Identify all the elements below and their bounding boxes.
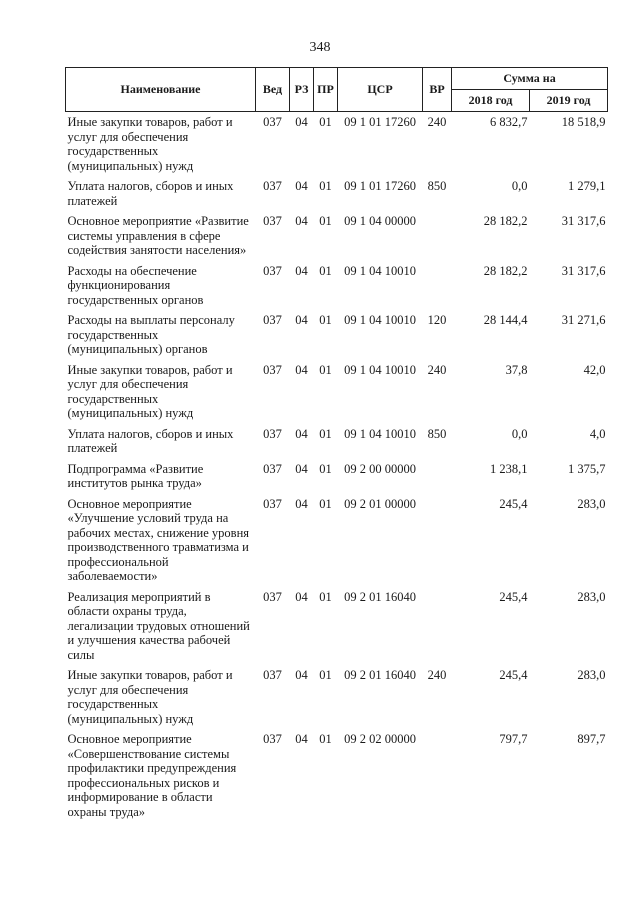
cell-rz: 04	[295, 179, 308, 193]
cell-csr: 09 1 04 10010	[344, 263, 416, 278]
cell-pr: 01	[319, 313, 332, 327]
cell-csr: 09 2 02 00000	[344, 732, 416, 746]
cell-name: Подпрограмма «Развитие институтов рынка труда»	[67, 461, 204, 490]
cell-2019: 897,7	[577, 732, 606, 746]
header-2019: 2019 год	[530, 90, 608, 112]
table-body	[66, 112, 608, 823]
cell-ved: 037	[263, 732, 282, 746]
cell-2019: 31 317,6	[561, 214, 606, 228]
cell-ved: 037	[263, 426, 282, 441]
header-ved: Вед	[256, 68, 290, 112]
cell-pr: 01	[319, 179, 332, 193]
cell-vr	[423, 729, 452, 822]
cell-pr: 01	[319, 115, 332, 129]
cell-2019: 4,0	[589, 426, 606, 441]
cell-vr: 120	[427, 313, 447, 327]
cell-name: Иные закупки товаров, работ и услуг для обеспечения государственных (муниципальных) нужд	[67, 115, 233, 173]
cell-2019: 18 518,9	[561, 115, 606, 129]
cell-rz: 04	[295, 214, 308, 228]
cell-2018: 0,0	[511, 426, 528, 441]
cell-2019: 31 317,6	[561, 263, 606, 278]
cell-rz: 04	[295, 263, 308, 278]
cell-2019: 283,0	[577, 668, 606, 682]
table-row	[66, 459, 608, 494]
cell-pr: 01	[319, 589, 332, 604]
cell-2018: 6 832,7	[490, 115, 528, 129]
cell-csr: 09 1 04 10010	[344, 313, 416, 327]
cell-vr	[423, 587, 452, 666]
header-sum: Сумма на	[452, 68, 608, 90]
table-row	[66, 176, 608, 211]
cell-pr: 01	[319, 362, 332, 377]
cell-2018: 0,0	[511, 179, 528, 193]
cell-rz: 04	[295, 426, 308, 441]
cell-vr	[423, 211, 452, 261]
header-name: Наименование	[66, 68, 256, 112]
cell-vr: 240	[427, 115, 447, 129]
cell-name: Основное мероприятие «Совершенствование системы профилактики предупреждения профессиональных рисков и информирование в области охраны труда»	[67, 732, 237, 819]
cell-2018: 28 182,2	[483, 214, 528, 228]
cell-csr: 09 2 01 16040	[344, 589, 416, 604]
cell-ved: 037	[263, 214, 282, 228]
header-2018: 2018 год	[452, 90, 530, 112]
cell-rz: 04	[295, 668, 308, 682]
cell-ved: 037	[263, 589, 282, 604]
cell-2018: 245,4	[499, 668, 528, 682]
table-row	[66, 310, 608, 360]
page-number: 348	[309, 40, 331, 55]
cell-vr: 240	[427, 668, 447, 682]
cell-name: Основное мероприятие «Развитие системы управления в сфере содействия занятости населения»	[67, 214, 249, 257]
cell-pr: 01	[319, 263, 332, 278]
cell-csr: 09 1 01 17260	[344, 179, 416, 193]
cell-2018: 245,4	[499, 496, 528, 511]
cell-csr: 09 1 04 00000	[344, 214, 416, 228]
cell-ved: 037	[263, 263, 282, 278]
cell-vr: 850	[427, 426, 447, 441]
cell-name: Иные закупки товаров, работ и услуг для обеспечения государственных (муниципальных) нужд	[67, 668, 233, 726]
cell-ved: 037	[263, 115, 282, 129]
cell-vr	[423, 494, 452, 587]
header-vr: ВР	[423, 68, 452, 112]
cell-pr: 01	[319, 461, 332, 476]
cell-name: Расходы на обеспечение функционирования государственных органов	[67, 263, 204, 307]
cell-rz: 04	[295, 732, 308, 746]
table-row	[66, 424, 608, 459]
cell-csr: 09 2 01 00000	[344, 496, 416, 511]
header-csr: ЦСР	[338, 68, 423, 112]
cell-2018: 37,8	[505, 362, 528, 377]
cell-2019: 31 271,6	[561, 313, 606, 327]
cell-name: Основное мероприятие «Улучшение условий труда на рабочих местах, снижение уровня производственного травматизма и профессиональной заболеваемости»	[67, 496, 250, 583]
cell-vr: 240	[427, 362, 447, 377]
cell-2019: 42,0	[583, 362, 606, 377]
cell-csr: 09 2 00 00000	[344, 461, 416, 476]
cell-rz: 04	[295, 313, 308, 327]
cell-2019: 283,0	[577, 589, 606, 604]
cell-rz: 04	[295, 115, 308, 129]
table-row	[66, 112, 608, 177]
table-row	[66, 587, 608, 666]
cell-ved: 037	[263, 362, 282, 377]
table-row	[66, 494, 608, 587]
table-row	[66, 261, 608, 311]
cell-name: Расходы на выплаты персоналу государственных (муниципальных) органов	[67, 313, 235, 356]
cell-ved: 037	[263, 313, 282, 327]
cell-rz: 04	[295, 589, 308, 604]
cell-2018: 28 144,4	[483, 313, 528, 327]
cell-2019: 283,0	[577, 496, 606, 511]
cell-pr: 01	[319, 668, 332, 682]
cell-ved: 037	[263, 668, 282, 682]
cell-pr: 01	[319, 732, 332, 746]
cell-2018: 245,4	[499, 589, 528, 604]
budget-table	[65, 67, 608, 822]
header-pr: ПР	[314, 68, 338, 112]
cell-2018: 797,7	[499, 732, 528, 746]
cell-name: Уплата налогов, сборов и иных платежей	[67, 426, 234, 455]
cell-ved: 037	[263, 179, 282, 193]
cell-csr: 09 1 04 10010	[344, 362, 416, 377]
cell-csr: 09 1 01 17260	[344, 115, 416, 129]
cell-pr: 01	[319, 496, 332, 511]
table-row	[66, 360, 608, 424]
cell-2018: 28 182,2	[483, 263, 528, 278]
cell-2019: 1 375,7	[568, 461, 606, 476]
table-row	[66, 211, 608, 261]
header-row	[66, 68, 608, 90]
cell-vr	[423, 261, 452, 311]
table-row	[66, 729, 608, 822]
cell-2018: 1 238,1	[490, 461, 528, 476]
cell-name: Реализация мероприятий в области охраны труда, легализации трудовых отношений и улучшения качества рабочей силы	[67, 589, 250, 662]
cell-pr: 01	[319, 214, 332, 228]
cell-vr	[423, 459, 452, 494]
cell-rz: 04	[295, 362, 308, 377]
cell-csr: 09 2 01 16040	[344, 668, 416, 682]
header-rz: РЗ	[290, 68, 314, 112]
cell-vr: 850	[427, 179, 447, 193]
cell-csr: 09 1 04 10010	[344, 426, 416, 441]
table-row	[66, 665, 608, 729]
cell-name: Иные закупки товаров, работ и услуг для обеспечения государственных (муниципальных) нужд	[67, 362, 233, 420]
cell-ved: 037	[263, 496, 282, 511]
cell-pr: 01	[319, 426, 332, 441]
cell-2019: 1 279,1	[568, 179, 606, 193]
cell-rz: 04	[295, 496, 308, 511]
cell-name: Уплата налогов, сборов и иных платежей	[67, 179, 234, 208]
cell-rz: 04	[295, 461, 308, 476]
cell-ved: 037	[263, 461, 282, 476]
